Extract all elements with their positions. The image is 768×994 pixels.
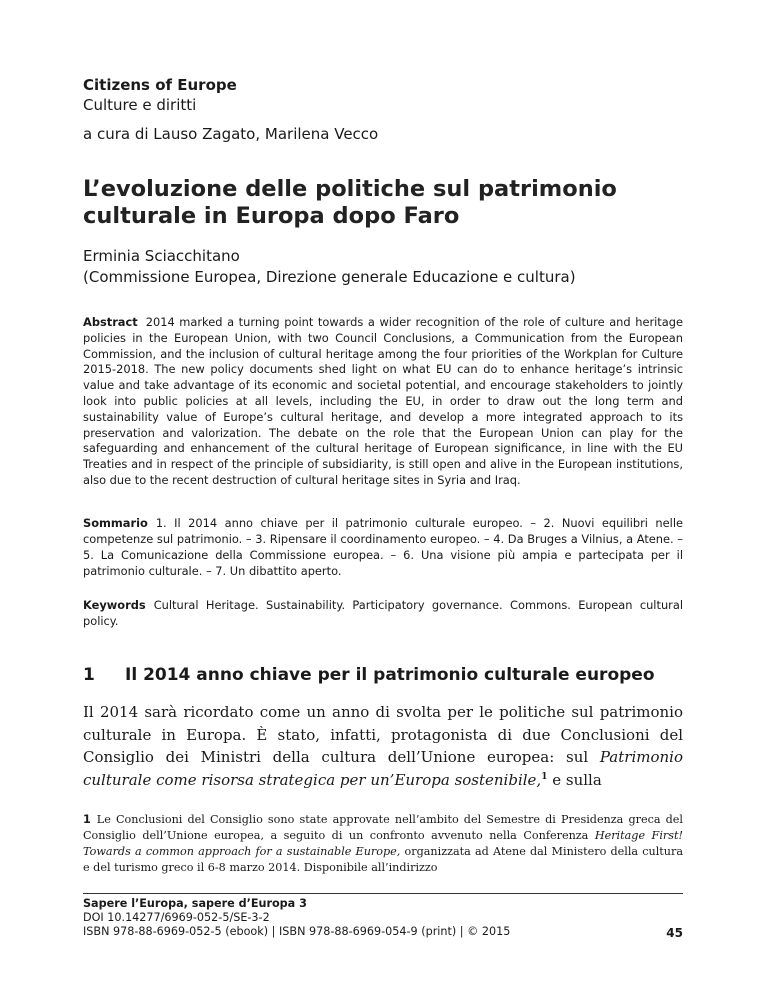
- body-text-end: e sulla: [547, 770, 602, 789]
- body-paragraph: [83, 701, 683, 791]
- footnote-reference[interactable]: 1: [541, 771, 548, 782]
- keywords-text: Cultural Heritage. Sustainability. Participatory governance. Commons. European cultural policy.: [83, 598, 683, 628]
- abstract-label: Abstract: [83, 315, 138, 329]
- footnote: [83, 812, 683, 876]
- summary-text: 1. Il 2014 anno chiave per il patrimonio culturale europeo. – 2. Nuovi equilibri nelle competenze sul patrimonio. – 3. Ripensare il coordinamento europeo. – 4. Da Bruges a Vilnius, a Atene. – 5. La Comunicazione della Commissione europea. – 6. Una visione più ampia e partecipata per il patrimonio culturale. – 7. Un dibattito aperto.: [83, 516, 683, 578]
- footnote-text-end: organizzata ad Atene dal Ministero della cultura e del turismo greco il 6-8 marzo 2014. Disponibile all’indirizzo: [83, 845, 684, 874]
- book-header: [83, 75, 683, 144]
- summary-label: Sommario: [83, 516, 148, 530]
- footnote-number: 1: [83, 813, 91, 826]
- page-number: 45: [666, 926, 683, 940]
- body-text-italic: Patrimonio culturale come risorsa strategica per un’Europa sostenibile,: [83, 748, 683, 789]
- keywords-label: Keywords: [83, 598, 146, 612]
- section-title: Il 2014 anno chiave per il patrimonio culturale europeo: [125, 665, 655, 685]
- body-text-start: Il 2014 sarà ricordato come un anno di svolta per le politiche sul patrimonio culturale in Europa. È stato, infatti, protagonista di due Conclusioni del Consiglio dei Ministri della cultura dell’Unione europea: sul: [83, 703, 683, 767]
- footnote-text-start: Le Conclusioni del Consiglio sono state approvate nell’ambito del Semestre di Presidenza greca del Consiglio dell’Unione europea, a seguito di un confronto avvenuto nella Conferenza: [83, 813, 683, 842]
- footnote-text-italic: Heritage First! Towards a common approach for a sustainable Europe,: [83, 829, 683, 858]
- book-series-title: Citizens of Europe: [83, 76, 237, 94]
- footer-isbn: ISBN 978-88-6969-052-5 (ebook) | ISBN 978-88-6969-054-9 (print) | © 2015: [83, 925, 511, 938]
- section-heading: [83, 664, 683, 686]
- author-block: [83, 246, 703, 288]
- keywords: [83, 597, 683, 629]
- abstract-text: 2014 marked a turning point towards a wider recognition of the role of culture and heritage policies in the European Union, with two Council Conclusions, a Communication from the European Commission, and the inclusion of cultural heritage among the four priorities of the Workplan for Culture 2015-2018. The new policy documents shed light on what EU can do to enhance heritage’s intrinsic value and take advantage of its economic and societal potential, and encourage stakeholders to jointly look into public policies at all levels, including the EU, in order to draw out the long term and sustainability value of Europe’s cultural heritage, and develop a more integrated approach to its preservation and valorization. The debate on the role that the European Union can play for the safeguarding and enhancement of the cultural heritage of European significance, in line with the EU Treaties and in respect of the principle of subsidiarity, is still open and alive in the European institutions, also due to the recent destruction of cultural heritage sites in Syria and Iraq.: [83, 315, 683, 487]
- section-number: 1: [83, 665, 95, 685]
- abstract: [83, 315, 683, 489]
- book-subtitle: Culture e diritti: [83, 96, 197, 114]
- footer-doi[interactable]: DOI 10.14277/6969-052-5/SE-3-2: [83, 911, 270, 924]
- author-name: Erminia Sciacchitano: [83, 247, 240, 265]
- summary: [83, 515, 683, 579]
- footer-series: Sapere l’Europa, sapere d’Europa 3: [83, 897, 307, 910]
- page-footer: [83, 897, 683, 939]
- footer-divider: [83, 893, 683, 894]
- author-affiliation: (Commissione Europea, Direzione generale Educazione e cultura): [83, 268, 576, 286]
- article-title: L’evoluzione delle politiche sul patrimonio culturale in Europa dopo Faro: [83, 176, 617, 229]
- book-editors: a cura di Lauso Zagato, Marilena Vecco: [83, 125, 379, 143]
